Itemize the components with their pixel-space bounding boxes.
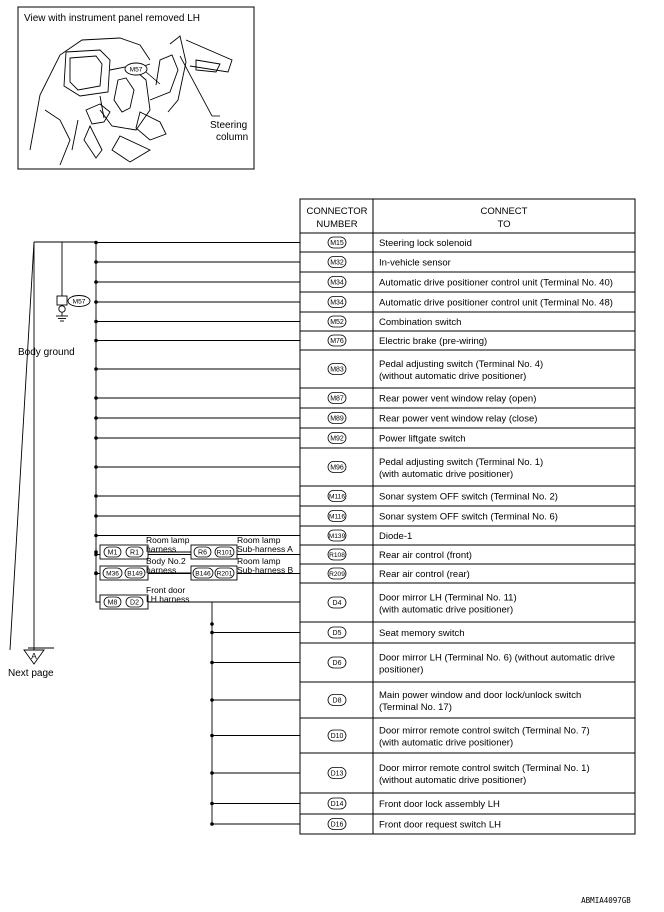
connector-number: M116 [328, 513, 346, 521]
harness-conn-d2: D2 [130, 599, 139, 607]
inset-title: View with instrument panel removed LH [24, 13, 201, 24]
connect-to-text: Rear air control (front) [379, 550, 472, 561]
connect-to-text: Diode-1 [379, 531, 413, 542]
junction-dot [94, 571, 98, 575]
junction-dot [210, 802, 214, 806]
harness-conn-b149: B149 [127, 570, 143, 578]
connect-to-text: Door mirror LH (Terminal No. 11) [379, 592, 517, 604]
junction-dot [210, 631, 214, 635]
harness-conn-m36: M36 [106, 570, 119, 578]
ground-symbol [56, 296, 68, 321]
connector-number: M76 [330, 337, 344, 345]
connector-number: M92 [330, 435, 344, 443]
wiring-lines [10, 242, 300, 824]
connect-to-text: Door mirror LH (Terminal No. 6) (without automatic drive [379, 652, 615, 664]
connector-number: M52 [330, 318, 344, 326]
connector-number: R108 [329, 551, 345, 559]
connect-to-text: Rear air control (rear) [379, 569, 470, 580]
connect-to-text: Pedal adjusting switch (Terminal No. 1) [379, 457, 544, 468]
subharness-b-label-2: Sub-harness B [237, 565, 294, 575]
junction-dot [94, 416, 98, 420]
connector-number: M32 [330, 259, 344, 267]
junction-dot [94, 514, 98, 518]
junction-dot [94, 260, 98, 264]
subharness-b-label-1: Room lamp [237, 556, 281, 566]
junction-dot [210, 661, 214, 665]
connector-number: M96 [330, 464, 344, 472]
header-connector: CONNECTOR [306, 206, 368, 217]
harness-conn-r101: R101 [216, 549, 233, 557]
connector-number: M87 [330, 395, 344, 403]
harness-conn-m1: M1 [107, 549, 118, 557]
next-page-label: Next page [8, 668, 54, 679]
inset-view [18, 7, 254, 169]
junction-dot [94, 300, 98, 304]
harness-label-harness: harness [146, 544, 177, 554]
connect-to-text: Door mirror remote control switch (Terminal No. 7) [379, 725, 590, 737]
junction-dot [210, 698, 214, 702]
junction-dot [94, 367, 98, 371]
junction-dot [210, 771, 214, 775]
ground-connector-label: M57 [72, 298, 86, 306]
harness-conn-r6: R6 [198, 549, 207, 557]
junction-dot [94, 280, 98, 284]
junction-dot [94, 550, 98, 554]
connect-to-text: Steering lock solenoid [379, 238, 472, 249]
connect-to-text: positioner) [379, 664, 424, 676]
harness-box-front-door [100, 585, 189, 609]
connect-to-text: (with automatic drive positioner) [379, 604, 514, 616]
junction-dot [94, 436, 98, 440]
subharness-a-label-1: Room lamp [237, 535, 281, 545]
header-number: NUMBER [316, 219, 358, 230]
connect-to-text: Sonar system OFF switch (Terminal No. 6) [379, 511, 558, 523]
connector-number: D6 [332, 659, 342, 667]
junction-dot [94, 534, 98, 538]
connector-number: R209 [329, 570, 345, 578]
connect-to-text: (with automatic drive positioner) [379, 737, 514, 749]
harness-label-harness-2: harness [146, 565, 177, 575]
connect-to-text: Door mirror remote control switch (Terminal No. 1) [379, 763, 590, 774]
callout-steering: Steering [210, 120, 248, 131]
connect-to-text: Automatic drive positioner control unit (Terminal No. 48) [379, 297, 613, 309]
next-page-marker [8, 650, 54, 679]
connect-to-text: Rear power vent window relay (open) [379, 393, 537, 405]
connect-to-text: (Terminal No. 17) [379, 702, 452, 713]
callout-column: column [216, 132, 249, 143]
connector-number: D5 [332, 629, 342, 637]
connector-number: D8 [332, 697, 342, 705]
harness-conn-r201: R201 [216, 570, 233, 578]
header-to: TO [497, 219, 511, 230]
connector-number: D4 [332, 599, 342, 607]
harness-conn-r1: R1 [130, 549, 139, 557]
next-page-letter: A [31, 651, 37, 661]
body-ground-label: Body ground [18, 347, 75, 358]
connector-number: M83 [330, 366, 344, 374]
connector-number: M34 [330, 279, 344, 287]
connect-to-text: Seat memory switch [379, 628, 465, 639]
inset-connector-label: M57 [129, 66, 143, 74]
harness-conn-m8: M8 [107, 599, 118, 607]
junction-dot [94, 241, 98, 245]
connector-number: D16 [330, 821, 344, 829]
connector-number: M89 [330, 415, 344, 423]
connector-number: D14 [330, 800, 344, 808]
header-connect: CONNECT [480, 206, 528, 217]
connect-to-text: Combination switch [379, 317, 462, 328]
connector-number: M15 [330, 239, 344, 247]
harness-label-room-lamp: Room lamp [146, 535, 190, 545]
connector-table [300, 199, 635, 834]
figure-code: ABMIA4097GB [581, 896, 631, 905]
connect-to-text: Power liftgate switch [379, 433, 466, 445]
connect-to-text: (without automatic drive positioner) [379, 371, 527, 382]
connect-to-text: Pedal adjusting switch (Terminal No. 4) [379, 359, 544, 370]
connect-to-text: Sonar system OFF switch (Terminal No. 2) [379, 491, 558, 503]
connect-to-text: Front door lock assembly LH [379, 799, 500, 810]
connect-to-text: Front door request switch LH [379, 819, 501, 831]
junction-dots [94, 241, 214, 826]
connector-number: M116 [328, 493, 346, 501]
junction-dot [94, 396, 98, 400]
dashboard-illustration [30, 36, 232, 165]
junction-dot [94, 465, 98, 469]
connect-to-text: Electric brake (pre-wiring) [379, 336, 488, 347]
connect-to-text: In-vehicle sensor [379, 257, 451, 269]
connect-to-text: Rear power vent window relay (close) [379, 413, 538, 425]
junction-dot [210, 734, 214, 738]
junction-dot [210, 822, 214, 826]
harness-box-body-no2 [100, 556, 294, 580]
connector-number: M34 [330, 299, 344, 307]
connector-number: D13 [330, 770, 344, 778]
connect-to-text: Main power window and door lock/unlock switch [379, 690, 582, 701]
subharness-a-label-2: Sub-harness A [237, 544, 293, 554]
junction-dot [94, 320, 98, 324]
connector-number: D10 [330, 732, 344, 740]
connect-to-text: (with automatic drive positioner) [379, 469, 514, 480]
connector-number: M139 [328, 532, 346, 540]
harness-label-body-no2: Body No.2 [146, 556, 186, 566]
junction-dot [210, 622, 214, 626]
connect-to-text: Automatic drive positioner control unit (Terminal No. 40) [379, 277, 613, 289]
harness-conn-b146: B146 [195, 570, 211, 578]
junction-dot [94, 494, 98, 498]
connect-to-text: (without automatic drive positioner) [379, 775, 527, 786]
harness-label-lh-harness: LH harness [146, 594, 190, 604]
junction-dot [94, 339, 98, 343]
harness-label-front-door: Front door [146, 585, 186, 595]
